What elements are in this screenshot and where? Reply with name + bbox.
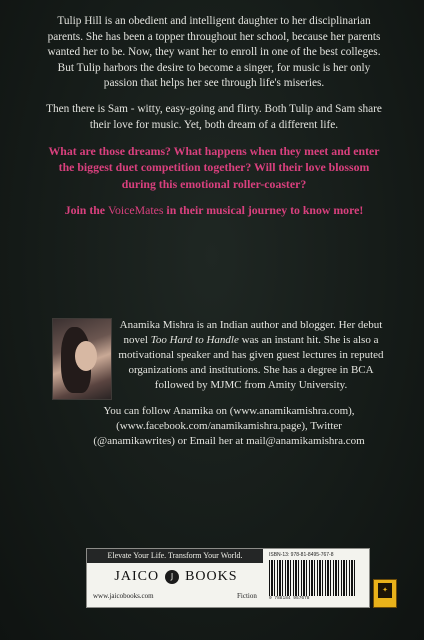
barcode-area [269, 552, 363, 602]
cta-before: Join the [64, 202, 108, 217]
author-photo [52, 318, 112, 400]
brand-right: BOOKS [185, 569, 238, 584]
brand-left: JAICO [114, 569, 160, 584]
publisher-tagline: Elevate Your Life. Transform Your World. [87, 549, 263, 563]
bio-book-title: Too Hard to Handle [150, 334, 239, 346]
barcode-icon [269, 560, 357, 596]
publisher-box [86, 548, 370, 608]
isbn-text: ISBN-13: 978-81-8495-767-8 [269, 552, 334, 558]
blurb-paragraph-2: Then there is Sam - witty, easy-going and flirty. Both Tulip and Sam share their love for music. Yet, both dream of a different life. [46, 102, 382, 131]
blurb [44, 14, 384, 228]
jaico-logo-icon: J [165, 570, 179, 584]
badge-emblem-icon: ✦ [378, 583, 392, 598]
publisher-badge-icon [373, 579, 397, 608]
author-contact: You can follow Anamika on (www.anamikamishra.com), (www.facebook.com/anamikamishra.page), Twitter (@anamikawrites) or Email her at mail@anamikamishra.com [93, 405, 365, 447]
cta-highlight: VoiceMates [108, 202, 164, 217]
barcode-digits: 9 788184 957678 [269, 596, 310, 601]
cta-after: in their musical journey to know more! [163, 202, 364, 217]
genre-label: Fiction [237, 592, 257, 600]
author-bio [118, 318, 384, 403]
bio-before: Anamika Mishra is an Indian author and blogger. Her debut novel [119, 319, 383, 346]
blurb-call-to-action [44, 202, 384, 218]
blurb-paragraph-1: Tulip Hill is an obedient and intelligent daughter to her disciplinarian parents. She has been a topper throughout her school, because her parents wanted her to be. Now, they want her to enroll in one of the best colleges. But Tulip harbors the desire to become a singer, for music is her only passion that helps her see through life's miseries. [47, 15, 381, 90]
author-bio-text [118, 318, 384, 393]
blurb-question: What are those dreams? What happens when they meet and enter the biggest duet competition together? Will their love blossom during this emotional roller-coaster? [48, 144, 380, 191]
author-photo-face [75, 341, 97, 371]
publisher-brand [93, 566, 259, 588]
publisher-website: www.jaicobooks.com [93, 592, 154, 600]
bio-after: was an instant hit. She is also a motivational speaker and has given guest lectures in reputed organizations and institutions. She has a degree in BCA followed by MJMC from Amity University. [118, 334, 384, 391]
